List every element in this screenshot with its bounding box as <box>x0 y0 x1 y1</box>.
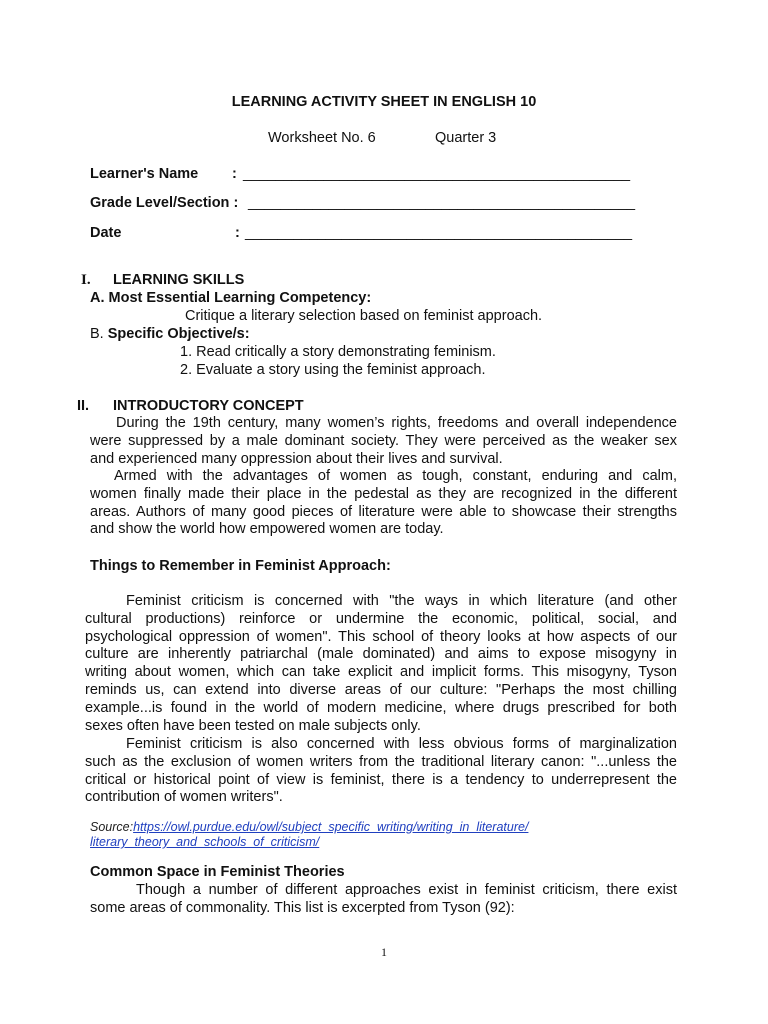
source-link[interactable]: https://owl.purdue.edu/owl/subject_specific_writing/writing_in_literature/ <box>133 820 529 834</box>
section-1-numeral: I. <box>81 272 91 288</box>
date-label: Date <box>90 225 122 241</box>
competency-text: Critique a literary selection based on feminist approach. <box>185 308 543 324</box>
things-to-remember-heading: Things to Remember in Feminist Approach: <box>90 558 391 574</box>
date-separator: : <box>235 225 240 241</box>
objectives-label: Specific Objective/s: <box>107 326 250 342</box>
feminist-criticism-paragraph-1: Feminist criticism is concerned with "the ways in which literature (and other cultural productions) reinforce or undermine the economic, political, social, and psychological oppression of women". This school of theory looks at how aspects of our culture are inherently patriarchal (male dominated) and aims to expose misogyny in writing about women, which can take explicit and implicit forms. This misogyny, Tyson reminds us, can extend into diverse areas of our culture: "Perhaps the most chilling example...is found in the world of modern medicine, where drugs prescribed for both sexes often have been tested on male subjects only. <box>85 593 677 734</box>
page-number: 1 <box>381 945 387 959</box>
competency-heading: A. Most Essential Learning Competency: <box>90 290 372 306</box>
source-citation <box>90 820 528 850</box>
intro-paragraph-1: During the 19th century, many women’s rights, freedoms and overall independence were suppressed by a male dominant society. They were perceived as the weaker sex and experienced many oppression about their lives and survival. <box>90 415 677 467</box>
grade-section-label: Grade Level/Section : <box>90 195 239 211</box>
date-blank[interactable]: ________________________________________________ <box>245 225 633 241</box>
quarter-label: Quarter 3 <box>435 130 497 146</box>
source-label: Source: <box>90 820 134 834</box>
objective-item: 1. Read critically a story demonstrating feminism. <box>180 344 496 360</box>
objective-item: 2. Evaluate a story using the feminist approach. <box>180 362 486 378</box>
common-space-paragraph: Though a number of different approaches exist in feminist criticism, there exist some areas of commonality. This list is excerpted from Tyson (92): <box>90 882 677 916</box>
learner-name-blank[interactable]: ________________________________________________ <box>243 166 631 182</box>
objectives-prefix: B. <box>90 326 108 342</box>
section-2-numeral: II. <box>77 398 90 414</box>
grade-section-blank[interactable]: ________________________________________________ <box>248 195 636 211</box>
learner-name-separator: : <box>232 166 237 182</box>
worksheet-number: Worksheet No. 6 <box>268 130 376 146</box>
section-1-heading: LEARNING SKILLS <box>113 272 245 288</box>
common-space-heading: Common Space in Feminist Theories <box>90 864 345 880</box>
section-2-heading: INTRODUCTORY CONCEPT <box>113 398 304 414</box>
learner-name-label: Learner's Name <box>90 166 199 182</box>
intro-paragraph-2: Armed with the advantages of women as tough, constant, enduring and calm, women finally made their place in the pedestal as they are recognized in the different areas. Authors of many good pieces of literature were able to showcase their strengths and show the world how empowered women are today. <box>90 468 677 538</box>
feminist-criticism-paragraph-2: Feminist criticism is also concerned with less obvious forms of marginalization such as the exclusion of women writers from the traditional literary canon: "...unless the critical or historical point of view is feminist, there is a tendency to underrepresent the contribution of women writers". <box>85 736 677 806</box>
page-title: LEARNING ACTIVITY SHEET IN ENGLISH 10 <box>231 94 537 110</box>
objectives-heading <box>90 326 250 342</box>
source-link-continued[interactable]: literary_theory_and_schools_of_criticism/ <box>90 835 320 849</box>
